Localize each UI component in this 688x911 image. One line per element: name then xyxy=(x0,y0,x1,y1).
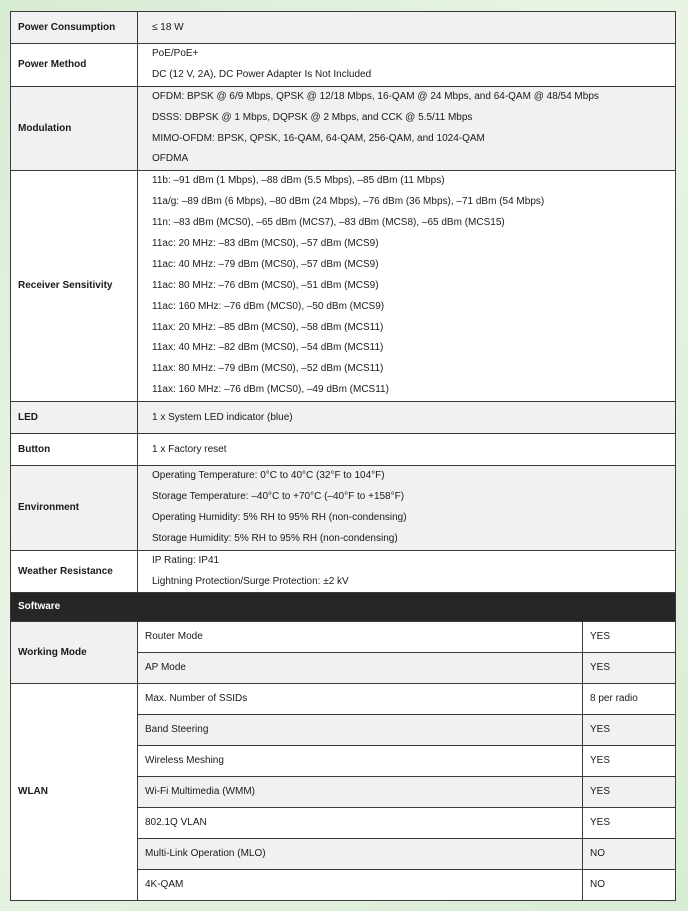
group-label: Working Mode xyxy=(11,622,138,684)
spec-value-line: PoE/PoE+ xyxy=(152,48,199,59)
spec-value-line: 1 x Factory reset xyxy=(152,443,227,455)
spec-value-line: Storage Temperature: –40°C to +70°C (–40°F to +158°F) xyxy=(152,491,405,503)
feature-value: YES xyxy=(583,808,676,839)
spec-value-line: DSSS: DBPSK @ 1 Mbps, DQPSK @ 2 Mbps, and CCK @ 5.5/11 Mbps xyxy=(152,111,473,123)
spec-value-line: 11ax: 80 MHz: –79 dBm (MCS0), –52 dBm (MCS11) xyxy=(152,363,384,375)
spec-value-line: 11ac: 80 MHz: –76 dBm (MCS0), –51 dBm (MCS9) xyxy=(152,279,379,291)
feature-value: YES xyxy=(583,746,676,777)
feature-value: NO xyxy=(583,870,676,901)
spec-value xyxy=(138,466,676,551)
spec-value-line: 11ax: 160 MHz: –76 dBm (MCS0), –49 dBm (MCS11) xyxy=(152,384,389,396)
spec-row xyxy=(11,466,676,551)
spec-row xyxy=(11,434,676,466)
spec-label: Weather Resistance xyxy=(11,550,138,593)
spec-sheet xyxy=(10,11,675,901)
spec-label: Power Consumption xyxy=(11,12,138,44)
spec-value-line: OFDMA xyxy=(152,153,189,165)
spec-value-line: 11ax: 40 MHz: –82 dBm (MCS0), –54 dBm (MCS11) xyxy=(152,342,384,354)
feature-value: YES xyxy=(583,622,676,653)
feature-name: Band Steering xyxy=(138,715,583,746)
section-header-software xyxy=(11,593,676,622)
spec-label: Button xyxy=(11,434,138,466)
section-title: Software xyxy=(11,593,676,622)
feature-name: Multi-Link Operation (MLO) xyxy=(138,839,583,870)
spec-label: Environment xyxy=(11,466,138,551)
feature-value: YES xyxy=(583,715,676,746)
spec-label: LED xyxy=(11,402,138,434)
feature-value: YES xyxy=(583,777,676,808)
spec-value-line: Operating Humidity: 5% RH to 95% RH (non-condensing) xyxy=(152,511,407,523)
feature-name: Wireless Meshing xyxy=(138,746,583,777)
spec-value-line: 11a/g: –89 dBm (6 Mbps), –80 dBm (24 Mbps), –76 dBm (36 Mbps), –71 dBm (54 Mbps) xyxy=(152,196,545,208)
spec-value-line: ≤ 18 W xyxy=(152,21,184,33)
feature-row xyxy=(11,622,676,653)
spec-value xyxy=(138,550,676,593)
spec-value-line: Lightning Protection/Surge Protection: ±2 kV xyxy=(152,575,349,587)
spec-value xyxy=(138,12,676,44)
spec-row xyxy=(11,550,676,593)
spec-value-line: Operating Temperature: 0°C to 40°C (32°F to 104°F) xyxy=(152,470,385,482)
feature-value: NO xyxy=(583,839,676,870)
spec-row xyxy=(11,12,676,44)
spec-row xyxy=(11,171,676,402)
spec-row xyxy=(11,44,676,87)
spec-value-line: MIMO-OFDM: BPSK, QPSK, 16-QAM, 64-QAM, 256-QAM, and 1024-QAM xyxy=(152,132,485,144)
spec-table xyxy=(10,11,676,901)
feature-row xyxy=(11,684,676,715)
spec-value-line: DC (12 V, 2A), DC Power Adapter Is Not Included xyxy=(152,68,372,80)
spec-label: Modulation xyxy=(11,86,138,171)
spec-row xyxy=(11,402,676,434)
spec-value-line: 11ac: 160 MHz: –76 dBm (MCS0), –50 dBm (MCS9) xyxy=(152,300,385,312)
spec-label: Receiver Sensitivity xyxy=(11,171,138,402)
spec-value-line: 11ax: 20 MHz: –85 dBm (MCS0), –58 dBm (MCS11) xyxy=(152,321,384,333)
spec-value-line: Storage Humidity: 5% RH to 95% RH (non-condensing) xyxy=(152,532,398,544)
spec-value xyxy=(138,434,676,466)
feature-name: 4K-QAM xyxy=(138,870,583,901)
spec-value xyxy=(138,44,676,87)
spec-value-line: IP Rating: IP41 xyxy=(152,554,220,566)
group-label: WLAN xyxy=(11,684,138,901)
feature-value: 8 per radio xyxy=(583,684,676,715)
feature-name: Wi-Fi Multimedia (WMM) xyxy=(138,777,583,808)
spec-value-line: 1 x System LED indicator (blue) xyxy=(152,411,293,423)
spec-value-line: OFDM: BPSK @ 6/9 Mbps, QPSK @ 12/18 Mbps, 16-QAM @ 24 Mbps, and 64-QAM @ 48/54 Mbps xyxy=(152,90,599,102)
spec-value-line: 11n: –83 dBm (MCS0), –65 dBm (MCS7), –83 dBm (MCS8), –65 dBm (MCS15) xyxy=(152,217,505,229)
feature-value: YES xyxy=(583,653,676,684)
spec-label: Power Method xyxy=(11,44,138,87)
feature-name: AP Mode xyxy=(138,653,583,684)
feature-name: Router Mode xyxy=(138,622,583,653)
feature-name: Max. Number of SSIDs xyxy=(138,684,583,715)
spec-value-line: 11ac: 20 MHz: –83 dBm (MCS0), –57 dBm (MCS9) xyxy=(152,238,379,250)
feature-name: 802.1Q VLAN xyxy=(138,808,583,839)
spec-row xyxy=(11,86,676,171)
spec-value xyxy=(138,402,676,434)
spec-value-line: 11b: –91 dBm (1 Mbps), –88 dBm (5.5 Mbps), –85 dBm (11 Mbps) xyxy=(152,175,445,187)
spec-value-line: 11ac: 40 MHz: –79 dBm (MCS0), –57 dBm (MCS9) xyxy=(152,258,379,270)
spec-value xyxy=(138,171,676,402)
spec-value xyxy=(138,86,676,171)
